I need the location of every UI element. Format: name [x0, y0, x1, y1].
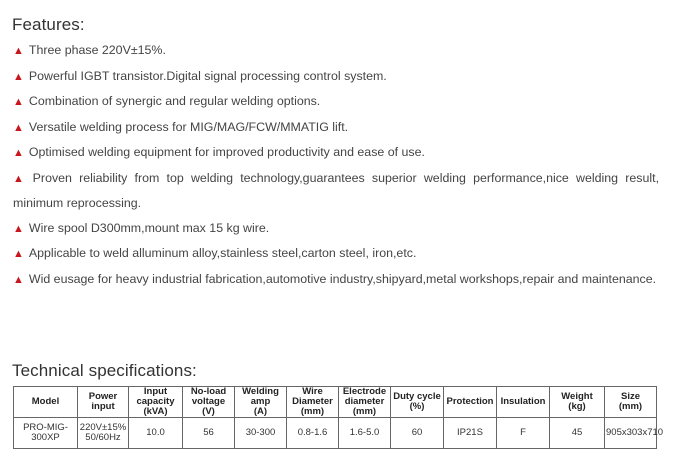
- header-line: Insulation: [500, 396, 546, 407]
- table-header-row: [14, 387, 657, 418]
- cell-line: 56: [203, 427, 214, 438]
- cell-line: IP21S: [457, 427, 483, 438]
- cell-line: 60: [411, 427, 423, 438]
- cell-line: 45: [571, 427, 583, 438]
- cell-line: 300XP: [31, 432, 60, 443]
- header-line: Size: [620, 391, 640, 402]
- feature-text: Combination of synergic and regular welding options.: [28, 94, 321, 108]
- header-line: input: [91, 401, 115, 412]
- header-line: No-load: [190, 386, 227, 397]
- header-line: voltage: [191, 396, 226, 407]
- column-header: [444, 387, 497, 418]
- column-header: [183, 387, 235, 418]
- column-header: [391, 387, 444, 418]
- cell-line: 50/60Hz: [85, 432, 121, 443]
- column-header: [14, 387, 78, 418]
- header-line: Input: [143, 386, 168, 397]
- feature-item: [13, 241, 659, 267]
- cell-line: 220V±15%: [79, 422, 127, 433]
- triangle-bullet-icon: ▲: [13, 222, 24, 235]
- table-cell: [78, 418, 129, 449]
- header-line: Duty cycle: [393, 391, 441, 402]
- column-header: [235, 387, 287, 418]
- feature-item: [13, 64, 659, 90]
- feature-item: [13, 140, 659, 166]
- cell-line: 10.0: [146, 427, 165, 438]
- column-header: [550, 387, 605, 418]
- header-line: (%): [409, 401, 425, 412]
- table-cell: [605, 418, 664, 449]
- header-line: capacity: [136, 396, 175, 407]
- feature-text: Wire spool D300mm,mount max 15 kg wire.: [28, 220, 270, 235]
- header-line: Diameter: [292, 396, 333, 407]
- feature-text: Powerful IGBT transistor.Digital signal processing control system.: [28, 68, 387, 83]
- table-cell: [129, 418, 183, 449]
- table-cell: [497, 418, 550, 449]
- column-header: [78, 387, 129, 418]
- header-line: amp: [250, 396, 271, 407]
- table-cell: [391, 418, 444, 449]
- column-header: [129, 387, 183, 418]
- features-list: [13, 38, 659, 292]
- table-cell: [183, 418, 235, 449]
- header-line: Power: [88, 391, 118, 402]
- feature-text: Three phase 220V±15%.: [28, 43, 166, 57]
- header-line: (mm): [618, 401, 643, 412]
- triangle-bullet-icon: ▲: [13, 172, 28, 185]
- header-line: (V): [202, 406, 215, 417]
- column-header: [287, 387, 339, 418]
- table-cell: [235, 418, 287, 449]
- table-cell: [14, 418, 78, 449]
- header-line: (mm): [300, 406, 325, 417]
- specifications-table: [13, 386, 664, 449]
- header-line: (kVA): [143, 406, 168, 417]
- triangle-bullet-icon: ▲: [13, 248, 24, 260]
- triangle-bullet-icon: ▲: [13, 70, 24, 83]
- cell-line: F: [520, 427, 526, 438]
- column-header: [339, 387, 391, 418]
- triangle-bullet-icon: ▲: [13, 45, 24, 57]
- column-header: [605, 387, 657, 418]
- cell-line: 30-300: [245, 427, 276, 438]
- header-line: Welding: [242, 386, 279, 397]
- feature-item: [13, 38, 659, 64]
- table-cell: [444, 418, 497, 449]
- header-line: (kg): [568, 401, 586, 412]
- header-line: Wire: [302, 386, 323, 397]
- header-line: diameter: [344, 396, 385, 407]
- cell-line: PRO-MIG-: [23, 422, 68, 433]
- feature-text: Applicable to weld alluminum alloy,stainless steel,carton steel, iron,etc.: [28, 246, 417, 260]
- table-cell: [339, 418, 391, 449]
- cell-line: 0.8-1.6: [297, 427, 328, 438]
- feature-text: Proven reliability from top welding technology,guarantees superior welding performance,nice welding result, minimum reprocessing.: [13, 170, 660, 210]
- table-cell: [550, 418, 605, 449]
- triangle-bullet-icon: ▲: [13, 147, 24, 159]
- cell-line: 1.6-5.0: [349, 427, 380, 438]
- table-cell: [287, 418, 339, 449]
- feature-text: Optimised welding equipment for improved productivity and ease of use.: [28, 145, 425, 159]
- feature-item: [13, 166, 659, 216]
- cell-line: 905x303x710: [606, 427, 664, 438]
- feature-text: Wid eusage for heavy industrial fabrication,automotive industry,shipyard,metal workshops,repair and maintenance.: [28, 271, 657, 286]
- features-heading: Features:: [12, 15, 85, 34]
- feature-item: [13, 216, 659, 242]
- feature-text: Versatile welding process for MIG/MAG/FCW/MMATIG lift.: [28, 119, 349, 134]
- triangle-bullet-icon: ▲: [13, 96, 24, 108]
- header-line: Model: [31, 396, 60, 407]
- table-row: [14, 418, 657, 449]
- header-line: (mm): [352, 406, 377, 417]
- header-line: Protection: [446, 396, 494, 407]
- header-line: Electrode: [342, 386, 387, 397]
- triangle-bullet-icon: ▲: [13, 273, 24, 286]
- column-header: [497, 387, 550, 418]
- specifications-heading: Technical specifications:: [12, 361, 197, 380]
- triangle-bullet-icon: ▲: [13, 121, 24, 134]
- header-line: Weight: [561, 391, 593, 402]
- feature-item: [13, 89, 659, 115]
- feature-item: [13, 267, 659, 293]
- header-line: (A): [253, 406, 268, 417]
- feature-item: [13, 115, 659, 141]
